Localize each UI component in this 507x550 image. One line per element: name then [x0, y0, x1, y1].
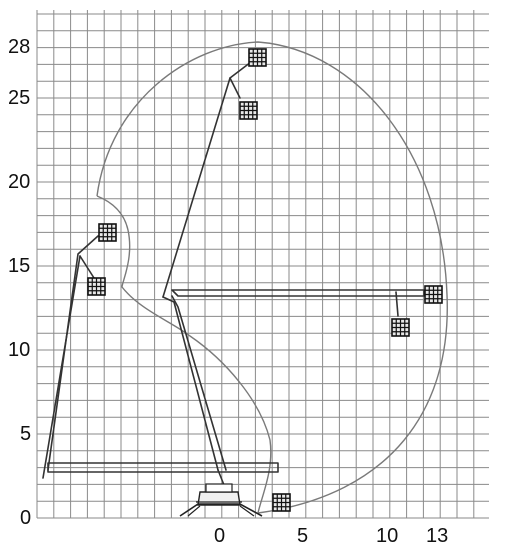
x-tick-label-0: 0: [214, 525, 226, 547]
basket-icon: [392, 319, 409, 336]
x-tick-label-13: 13: [426, 525, 449, 547]
basket-icon: [88, 278, 105, 295]
basket-icon: [273, 494, 290, 511]
y-tick-label-20: 20: [8, 171, 31, 193]
basket-icon: [249, 49, 266, 66]
basket-icon: [240, 102, 257, 119]
y-tick-label-0: 0: [20, 507, 32, 529]
x-tick-label-10: 10: [376, 525, 399, 547]
basket-icon: [99, 224, 116, 241]
y-tick-label-10: 10: [8, 339, 31, 361]
x-tick-label-5: 5: [297, 525, 309, 547]
y-tick-label-15: 15: [8, 255, 31, 277]
y-tick-label-28: 28: [8, 36, 31, 58]
y-tick-label-25: 25: [8, 87, 31, 109]
basket-icon: [425, 286, 442, 303]
y-tick-label-5: 5: [20, 423, 32, 445]
